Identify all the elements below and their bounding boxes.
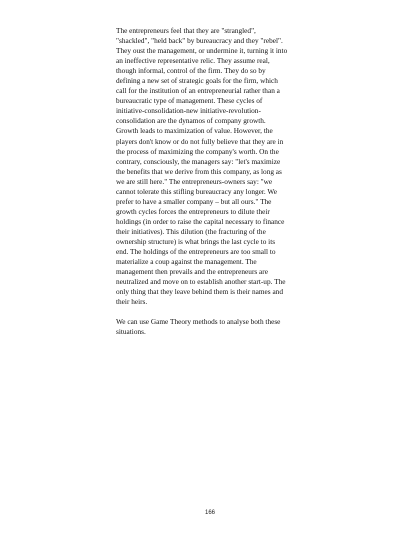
text-line: prefer to have a smaller company – but all ours." The <box>116 196 272 206</box>
text-line: We can use Game Theory methods to analyse both these <box>116 317 281 327</box>
text-line: materialize a coup against the management. The <box>116 257 257 267</box>
text-line: The entrepreneurs feel that they are "strangled", <box>116 26 256 35</box>
paragraph-2 <box>116 317 316 337</box>
text-line: holdings (in order to raise the capital necessary to finance <box>116 216 285 226</box>
text-line: the process of maximizing the company's worth. On the <box>116 146 279 156</box>
text-line: we are still here." The entrepreneurs-owners say: "we <box>116 176 273 186</box>
text-line: initiative-consolidation-new initiative-revolution- <box>116 106 261 116</box>
text-line: bureaucratic type of management. These cycles of <box>116 96 263 106</box>
text-line: consolidation are the dynamos of company growth. <box>116 116 266 126</box>
text-line: call for the institution of an entrepreneurial rather than a <box>116 86 280 96</box>
text-line: their heirs. <box>116 297 148 307</box>
text-line: neutralized and move on to establish another start-up. The <box>116 277 286 287</box>
text-line: ownership structure) is what brings the last cycle to its <box>116 236 276 246</box>
text-line: defining a new set of strategic goals for the firm, which <box>116 76 278 86</box>
text-line: though informal, control of the firm. They do so by <box>116 66 266 76</box>
text-line: situations. <box>116 327 146 337</box>
paragraph-1 <box>116 26 316 307</box>
text-line: "shackled", "held back" by bureaucracy and they "rebel". <box>116 36 283 46</box>
page-number: 166 <box>204 510 215 516</box>
text-line: their initiatives). This dilution (the fracturing of the <box>116 226 266 236</box>
text-line: contrary, consciously, the managers say: "let's maximize <box>116 156 281 166</box>
text-line: only thing that they leave behind them is their names and <box>116 287 283 297</box>
text-line: Growth leads to maximization of value. However, the <box>116 126 273 136</box>
body-text <box>116 26 316 337</box>
text-line: players don't know or do not fully believe that they are in <box>116 136 284 146</box>
text-line: an ineffective representative relic. They assume real, <box>116 56 270 66</box>
text-line: cannot tolerate this stifling bureaucracy any longer. We <box>116 186 277 196</box>
paragraph-spacer <box>116 307 316 317</box>
text-line: They oust the management, or undermine it, turning it into <box>116 46 288 56</box>
text-line: management then prevails and the entrepreneurs are <box>116 267 268 277</box>
text-line: growth cycles forces the entrepreneurs to dilute their <box>116 206 270 216</box>
text-line: end. The holdings of the entrepreneurs are too small to <box>116 247 276 257</box>
text-line: the benefits that we derive from this company, as long as <box>116 166 282 176</box>
